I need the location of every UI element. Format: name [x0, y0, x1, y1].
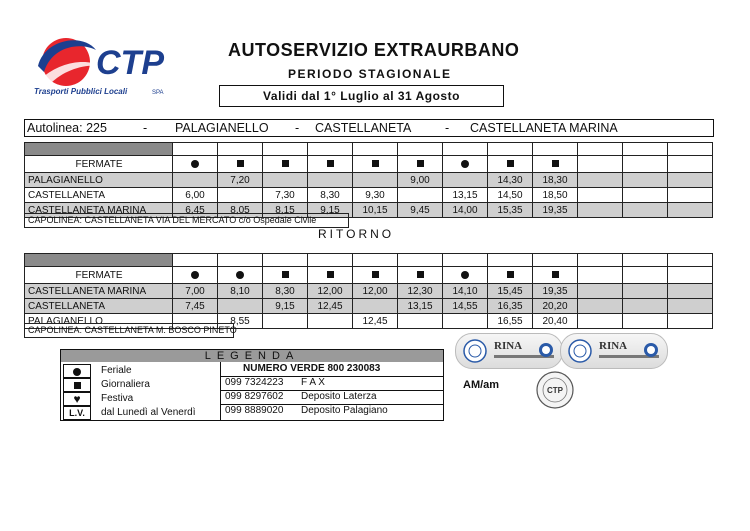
cert-seal-icon	[538, 342, 554, 358]
departure-time	[218, 299, 263, 314]
legend-title: LEGENDA	[61, 350, 443, 362]
departure-time: 8,10	[218, 284, 263, 299]
square-icon	[552, 271, 559, 278]
departure-time: 14,30	[488, 173, 533, 188]
contact-row	[221, 390, 444, 405]
table-top-bar	[25, 254, 713, 267]
ctp-stamp-icon	[535, 370, 575, 410]
legend-item	[63, 364, 218, 377]
run-type-cell	[398, 156, 443, 173]
table-row	[25, 299, 713, 314]
run-type-cell	[668, 156, 713, 173]
departure-time	[623, 299, 668, 314]
departure-time: 8,05	[218, 203, 263, 218]
legend-item	[63, 406, 218, 419]
timetable-outbound	[24, 142, 713, 218]
departure-time	[578, 203, 623, 218]
run-type-cell	[623, 156, 668, 173]
dot-icon	[461, 160, 469, 168]
table-row	[25, 284, 713, 299]
legend-item	[63, 392, 218, 405]
departure-time	[578, 284, 623, 299]
departure-time: 7,00	[173, 284, 218, 299]
departure-time	[398, 314, 443, 329]
contact-phone: 099 8889020	[225, 405, 284, 416]
departure-time: 12,30	[398, 284, 443, 299]
departure-time: 14,10	[443, 284, 488, 299]
route-stop-3: CASTELLANETA MARINA	[470, 121, 618, 135]
contact-label: Deposito Laterza	[301, 391, 377, 402]
departure-time	[623, 173, 668, 188]
validity-text: Validi dal 1° Luglio al 31 Agosto	[263, 89, 460, 103]
legend-label: Giornaliera	[101, 379, 150, 390]
departure-time	[308, 173, 353, 188]
square-icon	[552, 160, 559, 167]
departure-time	[578, 173, 623, 188]
heart-icon: ♥	[63, 392, 91, 406]
table-symbol-row	[25, 267, 713, 284]
table-row	[25, 173, 713, 188]
square-icon	[417, 160, 424, 167]
legend	[60, 349, 444, 421]
departure-time: 15,45	[488, 284, 533, 299]
contact-phone: 099 8297602	[225, 391, 284, 402]
departure-time: 14,50	[488, 188, 533, 203]
departure-time	[668, 203, 713, 218]
stop-name: CASTELLANETA MARINA	[25, 203, 173, 218]
contact-label: F A X	[301, 377, 325, 388]
departure-time	[443, 173, 488, 188]
contact-label: Deposito Palagiano	[301, 405, 388, 416]
departure-time	[578, 299, 623, 314]
square-icon	[372, 160, 379, 167]
square-icon	[63, 378, 91, 392]
departure-time: 12,45	[308, 299, 353, 314]
departure-time: 12,45	[353, 314, 398, 329]
run-type-cell	[173, 156, 218, 173]
logo-suffix: SPA	[152, 90, 164, 96]
departure-time	[668, 173, 713, 188]
page-subtitle: PERIODO STAGIONALE	[288, 67, 452, 81]
capolinea-outbound: CAPOLINEA: CASTELLANETA VIA DEL MERCATO c/o Ospedale Civile	[24, 213, 349, 228]
departure-time	[668, 299, 713, 314]
run-type-cell	[488, 267, 533, 284]
run-type-cell	[218, 156, 263, 173]
departure-time	[668, 284, 713, 299]
stamp-label: CTP	[547, 386, 563, 395]
dot-icon	[63, 364, 91, 378]
dot-icon	[236, 271, 244, 279]
departure-time	[263, 173, 308, 188]
lv-symbol: L.V.	[63, 406, 91, 420]
departure-time: 16,55	[488, 314, 533, 329]
stops-header: FERMATE	[25, 267, 173, 284]
square-icon	[282, 160, 289, 167]
run-type-cell	[488, 156, 533, 173]
departure-time	[218, 188, 263, 203]
iqnet-icon	[462, 339, 488, 363]
square-icon	[282, 271, 289, 278]
departure-time: 8,30	[308, 188, 353, 203]
departure-time	[308, 314, 353, 329]
legend-label: Festiva	[101, 393, 134, 404]
departure-time	[353, 173, 398, 188]
square-icon	[417, 271, 424, 278]
departure-time: 8,30	[263, 284, 308, 299]
legend-label: dal Lunedì al Venerdì	[101, 407, 196, 418]
departure-time: 9,30	[353, 188, 398, 203]
departure-time	[443, 314, 488, 329]
square-icon	[507, 271, 514, 278]
departure-time	[353, 299, 398, 314]
validity-box	[219, 85, 504, 107]
run-type-cell	[308, 156, 353, 173]
departure-time: 15,35	[488, 203, 533, 218]
iqnet-icon	[567, 339, 593, 363]
departure-time: 9,15	[263, 299, 308, 314]
contact-row	[221, 376, 444, 391]
run-type-cell	[173, 267, 218, 284]
run-type-cell	[218, 267, 263, 284]
departure-time	[173, 173, 218, 188]
route-stop-1: PALAGIANELLO	[175, 121, 269, 135]
departure-time: 6,00	[173, 188, 218, 203]
table-symbol-row	[25, 156, 713, 173]
departure-time	[623, 314, 668, 329]
contacts	[220, 362, 444, 420]
departure-time: 10,15	[353, 203, 398, 218]
ctp-logo	[30, 32, 180, 102]
dot-icon	[461, 271, 469, 279]
departure-time: 13,15	[443, 188, 488, 203]
route-stop-2: CASTELLANETA	[315, 121, 412, 135]
run-type-cell	[353, 267, 398, 284]
departure-time	[668, 188, 713, 203]
run-type-cell	[353, 156, 398, 173]
departure-time: 18,30	[533, 173, 578, 188]
stop-name: CASTELLANETA	[25, 299, 173, 314]
departure-time	[263, 314, 308, 329]
departure-time	[578, 314, 623, 329]
toll-free-row	[221, 362, 444, 377]
run-type-cell	[443, 156, 488, 173]
departure-time: 9,15	[308, 203, 353, 218]
am-am-label: AM/am	[463, 379, 500, 391]
stop-name: PALAGIANELLO	[25, 173, 173, 188]
table-row	[25, 188, 713, 203]
run-type-cell	[578, 267, 623, 284]
square-icon	[372, 271, 379, 278]
run-type-cell	[398, 267, 443, 284]
departure-time	[398, 188, 443, 203]
square-icon	[327, 271, 334, 278]
square-icon	[237, 160, 244, 167]
route-separator: -	[445, 121, 450, 135]
departure-time: 16,35	[488, 299, 533, 314]
run-type-cell	[308, 267, 353, 284]
run-type-cell	[263, 156, 308, 173]
run-type-cell	[668, 267, 713, 284]
stop-name: PALAGIANELLO	[25, 314, 173, 329]
contact-phone: 099 7324223	[225, 377, 284, 388]
toll-free-number: NUMERO VERDE 800 230083	[243, 363, 381, 374]
departure-time	[668, 314, 713, 329]
departure-time: 8,15	[263, 203, 308, 218]
departure-time	[623, 284, 668, 299]
square-icon	[507, 160, 514, 167]
departure-time	[623, 203, 668, 218]
run-type-cell	[443, 267, 488, 284]
square-icon	[327, 160, 334, 167]
departure-time: 12,00	[353, 284, 398, 299]
route-line: Autolinea: 225	[27, 121, 107, 135]
route-separator: -	[143, 121, 148, 135]
departure-time	[623, 188, 668, 203]
departure-time: 7,45	[173, 299, 218, 314]
route-separator: -	[295, 121, 300, 135]
departure-time: 14,55	[443, 299, 488, 314]
departure-time: 19,35	[533, 284, 578, 299]
return-title: RITORNO	[318, 227, 395, 241]
stop-name: CASTELLANETA	[25, 188, 173, 203]
cert-seal-icon	[643, 342, 659, 358]
logo-tagline: Trasporti Pubblici Locali	[34, 87, 128, 96]
departure-time: 6,45	[173, 203, 218, 218]
rina-label: RINA	[494, 340, 523, 352]
departure-time	[578, 188, 623, 203]
run-type-cell	[578, 156, 623, 173]
departure-time: 13,15	[398, 299, 443, 314]
departure-time: 9,00	[398, 173, 443, 188]
departure-time: 19,35	[533, 203, 578, 218]
logo-brand: CTP	[96, 44, 164, 82]
route-bar	[24, 119, 714, 137]
legend-label: Feriale	[101, 365, 132, 376]
timetable-return	[24, 253, 713, 329]
contact-row	[221, 404, 444, 418]
stop-name: CASTELLANETA MARINA	[25, 284, 173, 299]
run-type-cell	[623, 267, 668, 284]
departure-time: 18,50	[533, 188, 578, 203]
run-type-cell	[533, 156, 578, 173]
rina-cert-badge	[455, 333, 563, 369]
run-type-cell	[533, 267, 578, 284]
departure-time: 20,40	[533, 314, 578, 329]
rina-label: RINA	[599, 340, 628, 352]
departure-time: 20,20	[533, 299, 578, 314]
table-top-bar	[25, 143, 713, 156]
departure-time: 7,30	[263, 188, 308, 203]
run-type-cell	[263, 267, 308, 284]
page-title: AUTOSERVIZIO EXTRAURBANO	[228, 40, 520, 60]
rina-cert-badge	[560, 333, 668, 369]
departure-time: 8,55	[218, 314, 263, 329]
departure-time: 12,00	[308, 284, 353, 299]
departure-time: 14,00	[443, 203, 488, 218]
departure-time: 9,45	[398, 203, 443, 218]
dot-icon	[191, 271, 199, 279]
capolinea-return: CAPOLINEA: CASTELLANETA M. BOSCO PINETO	[24, 323, 234, 338]
stops-header: FERMATE	[25, 156, 173, 173]
dot-icon	[191, 160, 199, 168]
legend-item	[63, 378, 218, 391]
departure-time: 7,20	[218, 173, 263, 188]
